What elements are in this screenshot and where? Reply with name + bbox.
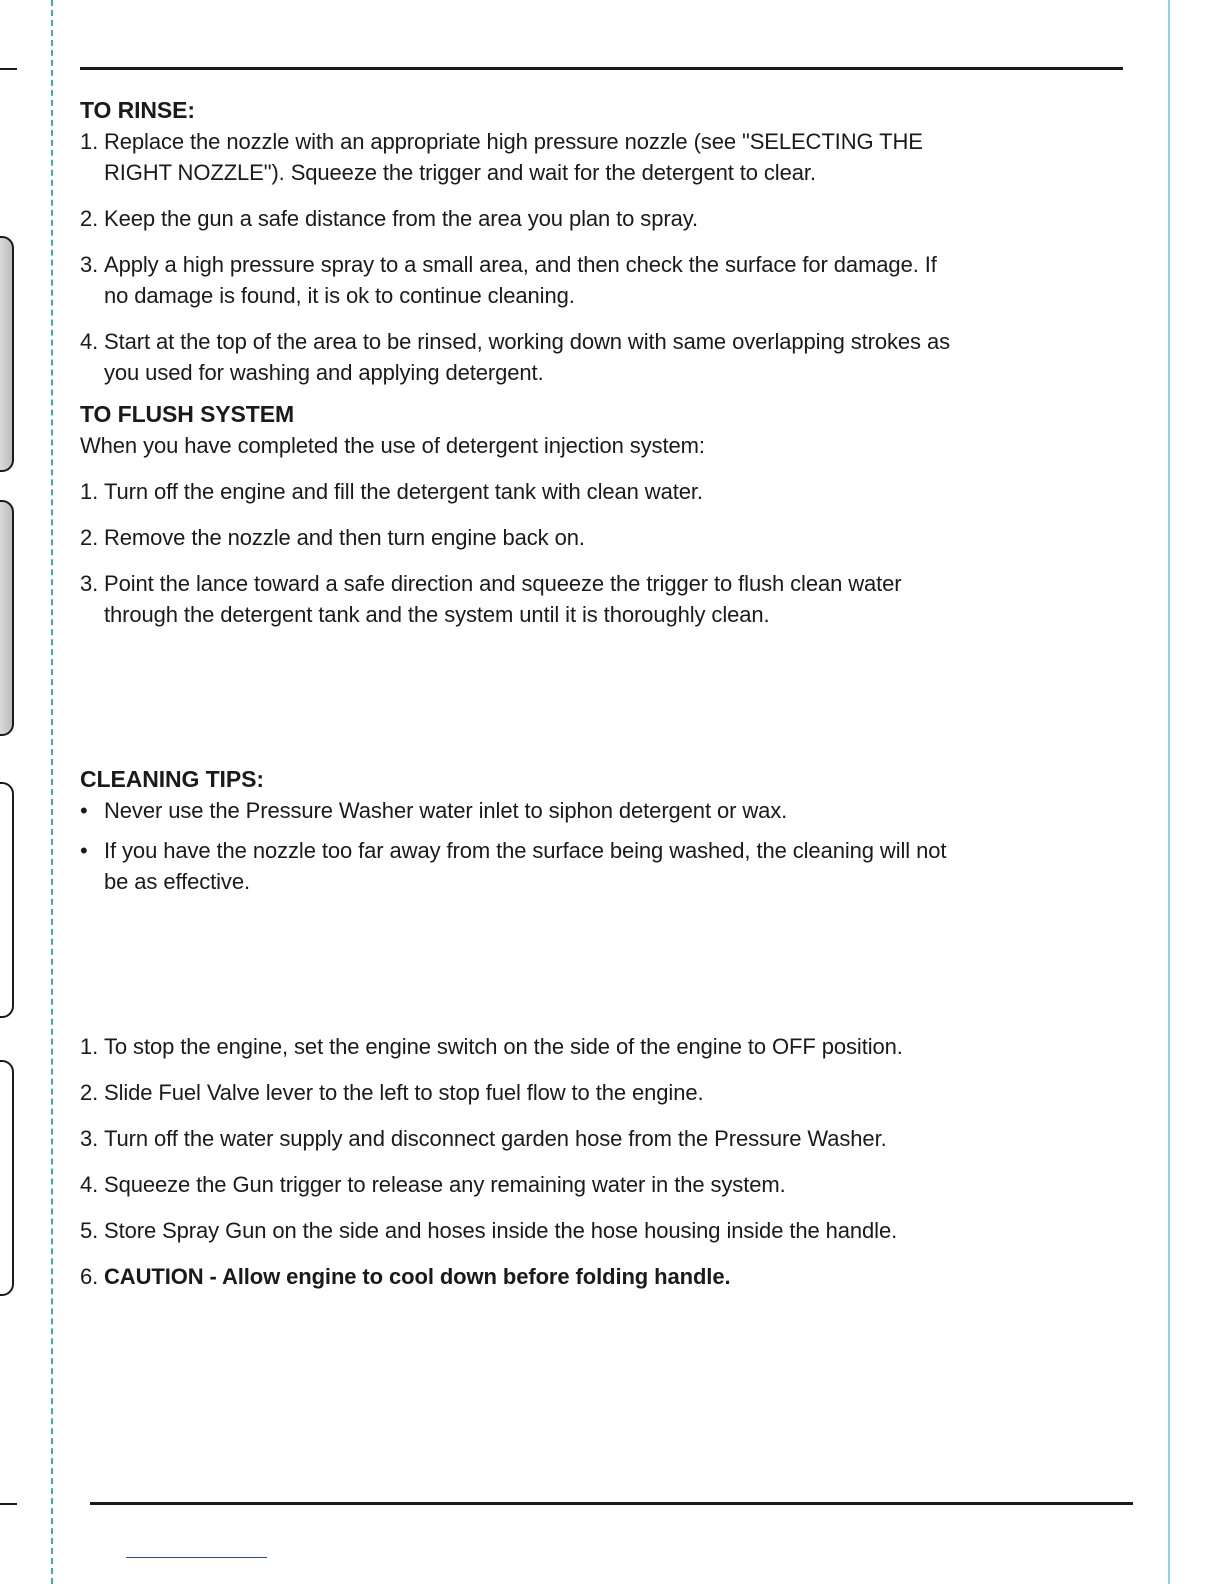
flush-heading: TO FLUSH SYSTEM [80,401,295,427]
footer-rule [90,1502,1133,1505]
left-margin-mark-bottom [0,1503,17,1505]
rinse-heading: TO RINSE: [80,97,195,123]
step-number: 3. [80,1126,99,1151]
tips-heading: CLEANING TIPS: [80,766,264,792]
step-number: 6. [80,1264,99,1289]
flush-step-1 [80,476,960,507]
rinse-step-3 [80,249,960,311]
caution-text: CAUTION - Allow engine to cool down before folding handle. [104,1264,731,1289]
step-number: 1. [80,129,99,154]
step-text: To stop the engine, set the engine switch on the side of the engine to OFF position. [104,1034,903,1059]
step-number: 3. [80,252,99,277]
step-number: 1. [80,479,99,504]
left-margin-mark-top [0,68,17,70]
tip-text: If you have the nozzle too far away from the surface being washed, the cleaning will not be as effective. [104,838,947,894]
bullet-mark: • [80,838,88,863]
stop-step-1 [80,1031,960,1062]
step-number: 2. [80,206,99,231]
stop-step-3 [80,1123,960,1154]
side-tab-2 [0,500,14,736]
step-number: 2. [80,1080,99,1105]
header-rule [80,67,1123,70]
step-text: Store Spray Gun on the side and hoses inside the hose housing inside the handle. [104,1218,898,1243]
step-text: Squeeze the Gun trigger to release any remaining water in the system. [104,1172,786,1197]
step-text: Keep the gun a safe distance from the area you plan to spray. [104,206,698,231]
step-number: 2. [80,525,99,550]
bullet-mark: • [80,798,88,823]
flush-step-3 [80,568,960,630]
instructions-content [80,94,960,1307]
side-tab-4 [0,1060,14,1296]
step-text: Turn off the engine and fill the detergent tank with clean water. [104,479,703,504]
fold-guide-dashed-line [51,0,53,1584]
step-text: Apply a high pressure spray to a small area, and then check the surface for damage. If no damage is found, it is ok to continue cleaning. [104,252,937,308]
stop-step-2 [80,1077,960,1108]
tips-item-2 [80,835,960,897]
side-tab-3 [0,782,14,1018]
step-text: Replace the nozzle with an appropriate high pressure nozzle (see "SELECTING THE RIGHT NOZZLE"). Squeeze the trigger and wait for the detergent to clear. [104,129,923,185]
step-number: 1. [80,1034,99,1059]
stop-step-5 [80,1215,960,1246]
stop-step-6-caution [80,1261,960,1292]
step-number: 3. [80,571,99,596]
rinse-step-4 [80,326,960,388]
tips-item-1 [80,795,960,826]
step-number: 4. [80,1172,99,1197]
rinse-step-1 [80,126,960,188]
flush-step-2 [80,522,960,553]
page-edge-line [1168,0,1170,1584]
step-number: 5. [80,1218,99,1243]
step-number: 4. [80,329,99,354]
rinse-step-2 [80,203,960,234]
step-text: Point the lance toward a safe direction and squeeze the trigger to flush clean water through the detergent tank and the system until it is thoroughly clean. [104,571,902,627]
footer-link-underline [126,1557,267,1558]
stop-step-4 [80,1169,960,1200]
tip-text: Never use the Pressure Washer water inlet to siphon detergent or wax. [104,798,788,823]
step-text: Slide Fuel Valve lever to the left to stop fuel flow to the engine. [104,1080,704,1105]
step-text: Start at the top of the area to be rinsed, working down with same overlapping strokes as you used for washing and applying detergent. [104,329,950,385]
side-tab-1 [0,236,14,472]
flush-intro: When you have completed the use of detergent injection system: [80,433,705,458]
step-text: Turn off the water supply and disconnect garden hose from the Pressure Washer. [104,1126,887,1151]
step-text: Remove the nozzle and then turn engine back on. [104,525,585,550]
